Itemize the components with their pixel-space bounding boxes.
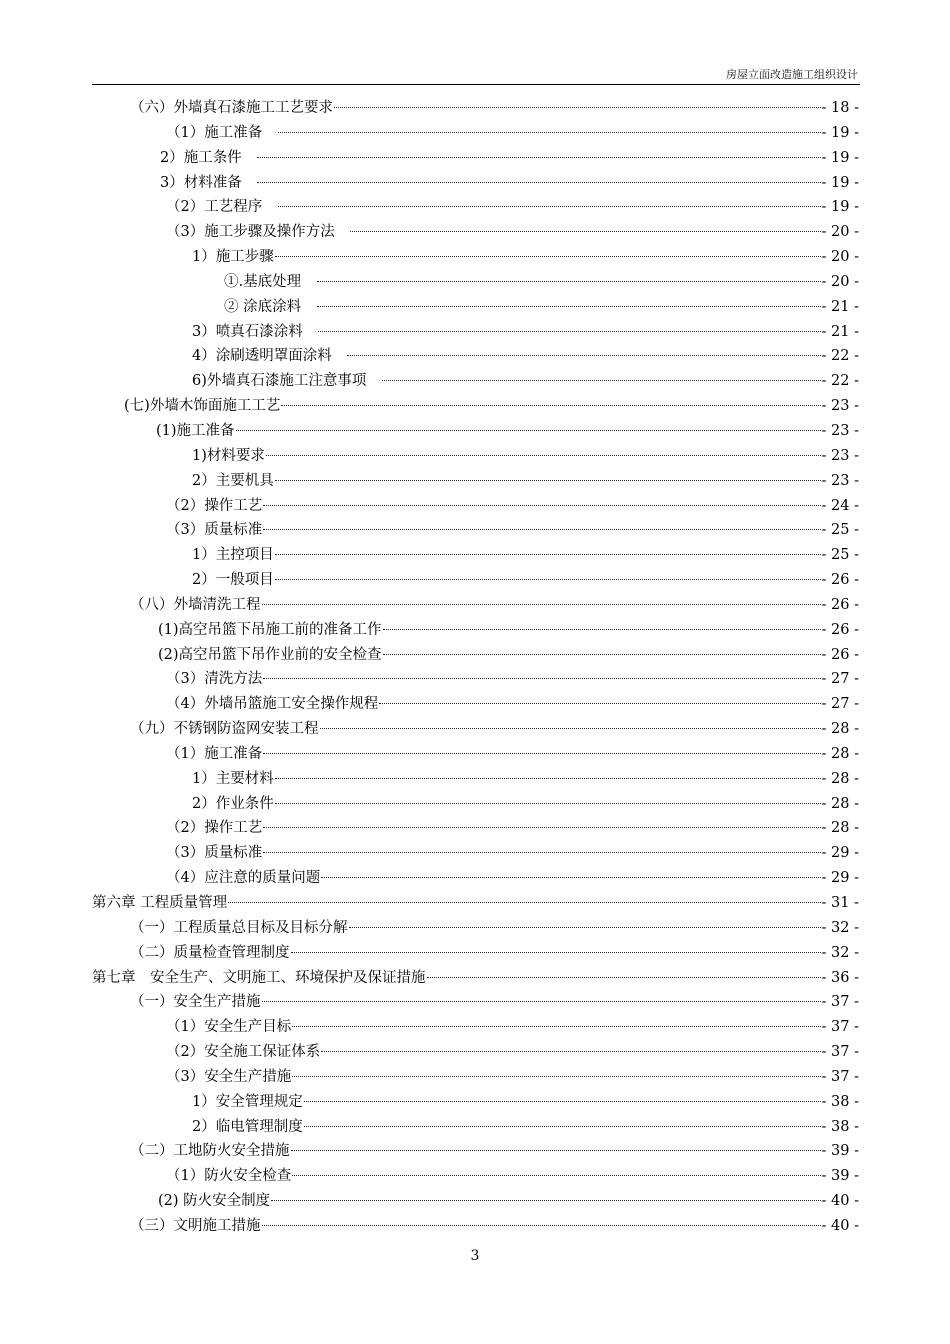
toc-entry[interactable]	[92, 816, 859, 841]
toc-entry-title: 3）材料准备	[160, 174, 257, 191]
toc-entry-title: 6)外墙真石漆施工注意事项	[192, 373, 381, 390]
toc-entry[interactable]	[92, 792, 859, 817]
toc-entry-page: - 28 -	[821, 721, 859, 738]
toc-entry-title: 3）喷真石漆涂料	[192, 323, 318, 340]
toc-entry-page: - 26 -	[821, 646, 859, 663]
toc-entry-page: - 24 -	[821, 497, 859, 514]
toc-dot-leader	[257, 157, 820, 158]
toc-dot-leader	[263, 827, 820, 828]
toc-entry[interactable]	[92, 518, 859, 543]
toc-entry-page: - 31 -	[821, 895, 859, 911]
toc-entry[interactable]	[92, 419, 859, 444]
toc-entry[interactable]	[92, 270, 859, 295]
toc-entry-title: 1）施工步骤	[192, 249, 274, 266]
toc-entry[interactable]	[92, 369, 859, 394]
toc-dot-leader	[350, 231, 820, 232]
toc-entry-page: - 23 -	[821, 422, 859, 439]
toc-entry-title: （1）安全生产目标	[166, 1019, 292, 1036]
toc-dot-leader	[334, 107, 821, 108]
toc-dot-leader	[349, 927, 821, 928]
toc-entry-title: 2）临电管理制度	[192, 1118, 303, 1135]
toc-dot-leader	[317, 281, 821, 282]
toc-entry[interactable]	[92, 469, 859, 494]
toc-entry-page: - 22 -	[821, 373, 859, 390]
toc-entry[interactable]	[92, 568, 859, 593]
toc-entry[interactable]	[92, 245, 859, 270]
toc-entry-page: - 38 -	[821, 1118, 859, 1135]
toc-dot-leader	[262, 604, 821, 605]
toc-entry[interactable]	[92, 1214, 859, 1239]
toc-entry-page: - 40 -	[821, 1193, 859, 1210]
toc-dot-leader	[275, 579, 821, 580]
toc-dot-leader	[275, 480, 821, 481]
toc-entry-page: - 28 -	[821, 795, 859, 812]
toc-entry-page: - 23 -	[821, 472, 859, 489]
toc-entry-page: - 28 -	[821, 770, 859, 787]
toc-entry[interactable]	[92, 767, 859, 792]
toc-entry-page: - 40 -	[821, 1217, 859, 1234]
toc-entry-page: - 25 -	[821, 522, 859, 539]
toc-entry[interactable]	[92, 220, 859, 245]
toc-entry-title: （2）操作工艺	[166, 497, 263, 514]
toc-entry-page: - 20 -	[821, 249, 859, 266]
toc-entry[interactable]	[92, 742, 859, 767]
toc-dot-leader	[236, 430, 821, 431]
toc-dot-leader	[383, 629, 821, 630]
toc-entry-title: 4）涂刷透明罩面涂料	[192, 348, 347, 365]
toc-entry-title: 2）一般项目	[192, 572, 274, 589]
toc-entry-title: 1）主要材料	[192, 770, 274, 787]
toc-entry-title: （4）外墙吊篮施工安全操作规程	[166, 696, 379, 713]
toc-entry[interactable]	[92, 344, 859, 369]
toc-entry-page: - 39 -	[821, 1143, 859, 1160]
toc-entry-title: （3）质量标准	[166, 522, 263, 539]
toc-entry[interactable]	[92, 1189, 859, 1214]
toc-entry[interactable]	[92, 121, 859, 146]
toc-dot-leader	[275, 778, 821, 779]
toc-entry-title: ② 涂底涂料	[224, 298, 316, 315]
toc-entry[interactable]	[92, 667, 859, 692]
toc-dot-leader	[263, 529, 820, 530]
toc-dot-leader	[262, 1001, 821, 1002]
toc-dot-leader	[263, 678, 820, 679]
toc-dot-leader	[321, 1051, 820, 1052]
toc-entry[interactable]	[92, 643, 859, 668]
toc-entry-title: （2）安全施工保证体系	[166, 1044, 321, 1061]
toc-dot-leader	[275, 256, 821, 257]
toc-entry[interactable]	[92, 1090, 859, 1115]
toc-entry-title: （1）防火安全检查	[166, 1168, 292, 1185]
toc-entry-page: - 28 -	[821, 820, 859, 837]
toc-entry-title: （1）施工准备	[166, 745, 263, 762]
toc-entry-title: 1）安全管理规定	[192, 1093, 303, 1110]
toc-entry[interactable]	[92, 841, 859, 866]
toc-dot-leader	[347, 355, 820, 356]
toc-entry-title: 1）主控项目	[192, 547, 274, 564]
toc-entry[interactable]	[92, 171, 859, 196]
toc-dot-leader	[320, 728, 821, 729]
toc-entry[interactable]	[92, 618, 859, 643]
toc-dot-leader	[263, 753, 820, 754]
toc-entry[interactable]	[92, 1065, 859, 1090]
toc-entry-page: - 19 -	[821, 199, 859, 216]
toc-entry[interactable]	[92, 941, 859, 966]
toc-dot-leader	[304, 1101, 821, 1102]
toc-entry-title: 2）施工条件	[160, 149, 257, 166]
toc-entry-page: - 20 -	[821, 273, 859, 290]
toc-entry-title: (1)高空吊篮下吊施工前的准备工作	[158, 621, 382, 638]
toc-entry-title: （八）外墙清洗工程	[130, 596, 261, 613]
toc-entry[interactable]	[92, 916, 859, 941]
toc-entry[interactable]	[92, 1115, 859, 1140]
toc-dot-leader	[292, 1076, 820, 1077]
toc-entry-page: - 37 -	[821, 994, 859, 1011]
toc-entry-page: - 19 -	[821, 124, 859, 141]
toc-dot-leader	[291, 952, 821, 953]
toc-entry[interactable]	[92, 593, 859, 618]
running-header: 房屋立面改造施工组织设计	[726, 68, 858, 81]
toc-entry[interactable]	[92, 692, 859, 717]
toc-entry-title: ①.基底处理	[224, 273, 316, 290]
toc-entry-title: （一）工程质量总目标及目标分解	[130, 919, 348, 936]
toc-entry-page: - 32 -	[821, 919, 859, 936]
toc-entry-title: （1）施工准备	[166, 124, 277, 141]
toc-entry-page: - 29 -	[821, 845, 859, 862]
toc-entry[interactable]	[92, 1015, 859, 1040]
toc-dot-leader	[271, 1200, 820, 1201]
toc-entry-page: - 29 -	[821, 870, 859, 887]
toc-dot-leader	[228, 902, 820, 903]
toc-dot-leader	[317, 306, 821, 307]
toc-entry-page: - 23 -	[821, 447, 859, 464]
toc-entry-title: (2) 防火安全制度	[158, 1193, 271, 1210]
header-rule	[92, 84, 860, 85]
toc-entry-page: - 37 -	[821, 1068, 859, 1085]
toc-entry-page: - 27 -	[821, 696, 859, 713]
toc-entry-page: - 26 -	[821, 572, 859, 589]
toc-entry[interactable]	[92, 444, 859, 469]
toc-dot-leader	[275, 554, 821, 555]
toc-entry-title: 第七章 安全生产、文明施工、环境保护及保证措施	[92, 969, 426, 986]
toc-entry-page: - 19 -	[821, 149, 859, 166]
toc-entry[interactable]	[92, 1040, 859, 1065]
toc-entry-page: - 38 -	[821, 1093, 859, 1110]
toc-entry-title: 2）作业条件	[192, 795, 274, 812]
toc-entry-title: （3）施工步骤及操作方法	[166, 224, 350, 241]
toc-entry[interactable]	[92, 866, 859, 891]
toc-entry-page: - 28 -	[821, 745, 859, 762]
toc-entry-title: 2）主要机具	[192, 472, 274, 489]
toc-entry-title: 1)材料要求	[192, 447, 265, 464]
toc-entry-page: - 39 -	[821, 1168, 859, 1185]
toc-entry[interactable]	[92, 96, 859, 121]
toc-entry-page: - 37 -	[821, 1019, 859, 1036]
toc-entry-title: （2）工艺程序	[166, 199, 277, 216]
toc-dot-leader	[383, 654, 821, 655]
toc-entry-page: - 26 -	[821, 621, 859, 638]
toc-dot-leader	[292, 1175, 820, 1176]
toc-entry-page: - 19 -	[821, 174, 859, 191]
toc-dot-leader	[379, 703, 820, 704]
toc-dot-leader	[382, 380, 821, 381]
toc-entry[interactable]	[92, 1139, 859, 1164]
toc-entry[interactable]	[92, 295, 859, 320]
toc-dot-leader	[278, 206, 821, 207]
toc-entry-page: - 21 -	[821, 323, 859, 340]
toc-dot-leader	[427, 977, 821, 978]
toc-entry-title: （二）工地防火安全措施	[130, 1143, 290, 1160]
toc-entry-title: 第六章 工程质量管理	[92, 895, 228, 911]
toc-dot-leader	[275, 803, 821, 804]
toc-entry-title: （4）应注意的质量问题	[166, 870, 321, 887]
toc-entry-page: - 22 -	[821, 348, 859, 365]
toc-dot-leader	[321, 877, 820, 878]
toc-dot-leader	[278, 132, 821, 133]
toc-dot-leader	[263, 852, 820, 853]
toc-entry-title: （3）安全生产措施	[166, 1068, 292, 1085]
toc-dot-leader	[292, 1026, 820, 1027]
toc-entry[interactable]	[92, 543, 859, 568]
toc-entry[interactable]	[92, 494, 859, 519]
toc-entry[interactable]	[92, 966, 859, 991]
toc-entry-page: - 27 -	[821, 671, 859, 688]
toc-dot-leader	[304, 1126, 821, 1127]
toc-entry-title: （2）操作工艺	[166, 820, 263, 837]
toc-entry-title: （二）质量检查管理制度	[130, 944, 290, 961]
toc-entry[interactable]	[92, 195, 859, 220]
toc-entry-title: （九）不锈钢防盗网安装工程	[130, 721, 319, 738]
toc-entry-title: (2)高空吊篮下吊作业前的安全检查	[158, 646, 382, 663]
toc-entry[interactable]	[92, 891, 859, 916]
toc-dot-leader	[257, 182, 820, 183]
toc-entry-page: - 36 -	[821, 969, 859, 986]
toc-dot-leader	[263, 505, 820, 506]
toc-dot-leader	[281, 405, 820, 406]
toc-dot-leader	[266, 455, 821, 456]
toc-entry-page: - 37 -	[821, 1044, 859, 1061]
toc-entry[interactable]	[92, 990, 859, 1015]
toc-entry-title: （3）质量标准	[166, 845, 263, 862]
table-of-contents	[92, 96, 859, 1239]
toc-entry[interactable]	[92, 717, 859, 742]
toc-dot-leader	[318, 331, 820, 332]
toc-entry-page: - 26 -	[821, 596, 859, 613]
toc-entry-title: (七)外墙木饰面施工工艺	[124, 398, 281, 415]
toc-dot-leader	[262, 1225, 821, 1226]
toc-entry-page: - 23 -	[821, 398, 859, 415]
toc-entry-page: - 25 -	[821, 547, 859, 564]
toc-entry-page: - 20 -	[821, 224, 859, 241]
toc-entry[interactable]	[92, 146, 859, 171]
toc-entry-page: - 18 -	[821, 100, 859, 116]
toc-entry[interactable]	[92, 1164, 859, 1189]
page-number: 3	[470, 1248, 480, 1264]
toc-entry-page: - 21 -	[821, 298, 859, 315]
toc-entry[interactable]	[92, 394, 859, 419]
toc-entry-title: （六）外墙真石漆施工工艺要求	[130, 100, 333, 116]
toc-entry[interactable]	[92, 320, 859, 345]
toc-entry-title: （一）安全生产措施	[130, 994, 261, 1011]
toc-dot-leader	[291, 1150, 821, 1151]
toc-entry-title: （三）文明施工措施	[130, 1217, 261, 1234]
toc-entry-title: （3）清洗方法	[166, 671, 263, 688]
toc-entry-title: (1)施工准备	[156, 422, 235, 439]
toc-entry-page: - 32 -	[821, 944, 859, 961]
